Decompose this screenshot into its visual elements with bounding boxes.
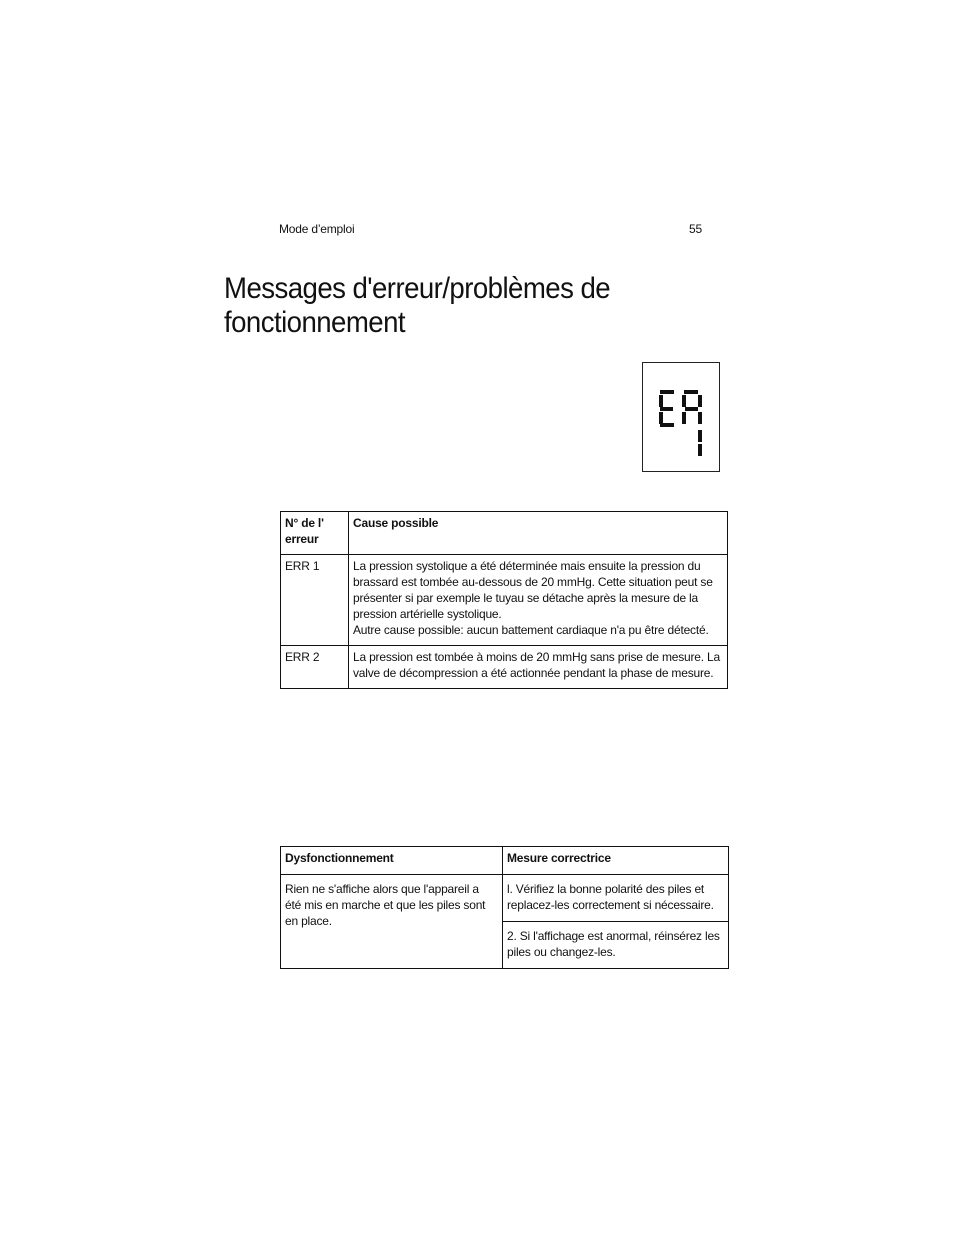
table-row [281,646,728,689]
error-code-cell: ERR 1 [281,555,349,646]
table-row [281,555,728,646]
cause-text: La pression est tombée à moins de 20 mmHg sans prise de mesure. La valve de décompression a été actionnée pendant la phase de mesure. [353,650,720,680]
lcd-segments [643,363,721,473]
remedy-cell: l. Vérifiez la bonne polarité des piles et replacez-les correctement si nécessaire. [503,875,729,922]
table-header-row [281,847,729,875]
header-corrective-action: Mesure correctrice [503,847,729,875]
header-error-number: N° de l' erreur [281,512,349,555]
malfunction-table [280,846,729,969]
cause-text: La pression systolique a été déterminée mais ensuite la pression du brassard est tombée au-dessous de 20 mmHg. Cette situation peut se présenter si par exemple le tuyau se détache après la mesure de la pression artérielle systolique. [353,559,713,621]
running-head [279,222,702,236]
running-head-section: Mode d’emploi [279,222,355,236]
error-cause-cell [349,646,728,689]
lcd-error-display-icon [642,362,720,472]
header-malfunction: Dysfonctionnement [281,847,503,875]
error-code-cell: ERR 2 [281,646,349,689]
error-cause-cell [349,555,728,646]
malfunction-cell: Rien ne s'affiche alors que l'appareil a été mis en marche et que les piles sont en place. [281,875,503,969]
table-header-row [281,512,728,555]
error-code-table [280,511,728,689]
header-possible-cause: Cause possible [349,512,728,555]
remedy-cell: 2. Si l'affichage est anormal, réinsérez les piles ou changez-les. [503,922,729,969]
cause-text: Autre cause possible: aucun battement cardiaque n'a pu être détecté. [353,623,709,637]
page-number: 55 [689,222,702,236]
table-row [281,875,729,922]
page-title: Messages d'erreur/problèmes de fonctionnement [224,272,611,339]
